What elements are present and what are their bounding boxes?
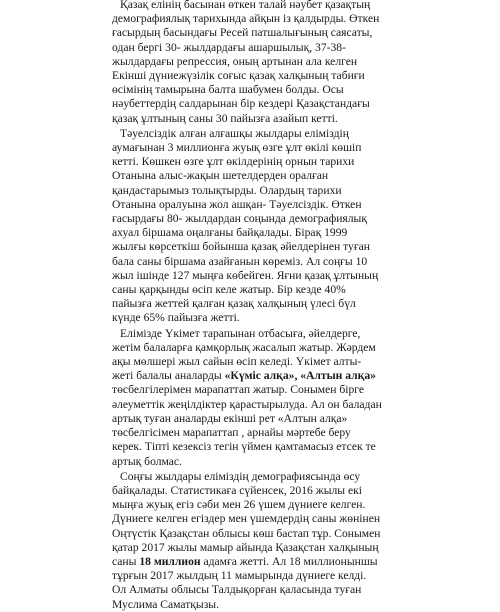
paragraph-3-text-end: төсбелгілерімен марапаттап жатыр. Сонымен бірге әлеуметтік жеңілдіктер қарастырылуда. Ал он баладан артық туған аналарды екінші рет «Алтын алқа» төсбелгісімен марапаттап , арнайы мәртебе беру керек. Тіпті кезексіз тегін үймен қамтамасыз етсек те артық болмас. xyxy=(112,383,382,468)
paragraph-3-bold-awards: «Күміс алқа», «Алтын алқа» xyxy=(224,369,376,383)
paragraph-2: Тәуелсіздік алған алғашқы жылдары еліміздің аумағынан 3 миллионға жуық өзге ұлт өкілі көшіп кетті. Көшкен өзге ұлт өкілдерінің орнын тарихи Отанына алыс-жақын шетелдерден оралған қандастарымыз толықтырды. Олардың тарихи Отанына оралуына жол ашқан- Тәуелсіздік. Өткен ғасырдағы 80- жылдардан соңында демографиялық ахуал біршама оңалғаны байқалады. Бірақ 1999 жылғы көрсеткіш бойынша қазақ әйелдерінен туған бала саны біршама азайғанын көреміз. Ал соңғы 10 жыл ішінде 127 мыңға көбейген. Яғни қазақ ұлтының саны қарқынды өсіп келе жатыр. Бір кезде 40% пайызға жеттей қалған қазақ халқының үлесі бүл күнде 65% пайызға жетті. xyxy=(112,126,379,325)
paragraph-3-text-start: Елімізде Үкімет тарапынан отбасыға, әйелдерге, жетім балаларға қамқорлық жасалып жатыр. Жәрдем ақы мөлшері жыл сайын өсіп келеді. Үкімет алты- жеті балалы аналарды xyxy=(112,326,376,383)
paragraph-4-text-start: Соңғы жылдары еліміздің демографиясында өсу байқалады. Статистикаға сүйенсек, 2016 жылы екі мыңға жуық егіз сәби мен 26 үшем дүниеге келген. Дүниеге келген егіздер мен үшемдердің саны жөнінен Оңтүстік Қазақстан облысы көш бастап тұр. Сонымен қатар 2017 жылы мамыр айында Қазақстан халқының саны xyxy=(112,469,381,568)
paragraph-4-bold-population: 18 миллион xyxy=(139,554,201,568)
paragraph-4-text-end: адамға жетті. Ал 18 миллионыншы тұрғын 2017 жылдың 11 мамырында дүниеге келді. Ол Алматы облысы Талдықорған қаласында туған Муслима Саматқызы. xyxy=(112,554,378,611)
paragraph-1: Қазақ елінің басынан өткен талай нәубет қазақтың демографиялық тарихында айқын із қалдырды. Өткен ғасырдың басындағы Ресей патшалығының саясаты, одан бергі 30- жылдардағы ашаршылық, 37-38- жылдардағы репрессия, оның артынан ала келген Екінші дүниежүзілік соғыс қазақ халқының табиғи өсімінің тамырына балта шабумен болды. Осы нәубеттердің салдарынан бір кездері Қазақстандағы қазақ ұлтының саны 30 пайызға азайып кетті. xyxy=(112,0,380,125)
paragraph-3 xyxy=(112,327,382,469)
paragraph-4 xyxy=(112,470,382,612)
document-body xyxy=(112,0,382,612)
